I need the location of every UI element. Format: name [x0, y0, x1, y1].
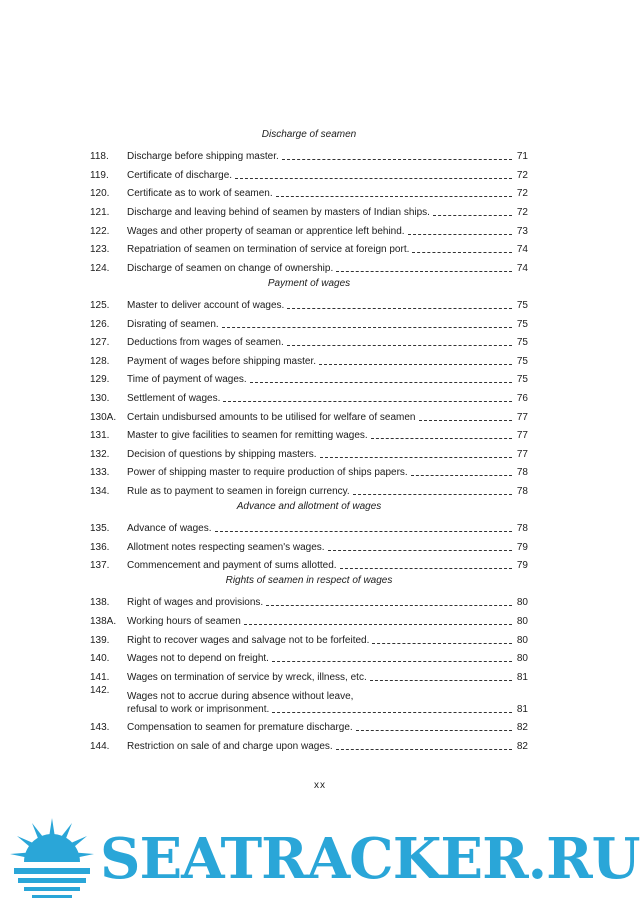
toc-entry[interactable] [90, 609, 528, 628]
section-title: Power of shipping master to require production of ships papers. [127, 467, 408, 479]
section-number: 120. [90, 188, 110, 200]
section-number: 144. [90, 741, 110, 752]
toc-entry[interactable] [90, 293, 528, 312]
page-ref: 71 [516, 151, 528, 163]
section-number: 129. [90, 374, 110, 386]
dot-leader [319, 364, 512, 365]
section-title: Right to recover wages and salvage not to be forfeited. [127, 634, 370, 646]
toc-entry[interactable] [90, 461, 528, 480]
page-ref: 77 [516, 430, 528, 442]
section-number: 133. [90, 467, 110, 479]
section-title: Working hours of seamen [127, 616, 241, 628]
section-title: Discharge and leaving behind of seamen by masters of Indian ships. [127, 206, 430, 218]
page-ref: 77 [516, 411, 528, 423]
section-number: 138A. [90, 616, 117, 628]
section-title: Certain undisbursed amounts to be utilised for welfare of seamen [127, 411, 416, 423]
section-number: 138. [90, 597, 110, 609]
dot-leader [272, 712, 512, 713]
section-number: 126. [90, 318, 110, 330]
section-title: Decision of questions by shipping masters. [127, 448, 317, 460]
dot-leader [336, 749, 512, 750]
section-title: Deductions from wages of seamen. [127, 337, 284, 349]
dot-leader [370, 680, 512, 681]
section-title-continued: refusal to work or imprisonment. [127, 703, 270, 715]
toc-entry[interactable] [90, 386, 528, 405]
section-title: Disrating of seamen. [127, 318, 219, 330]
section-number: 131. [90, 430, 110, 442]
section-title: Wages on termination of service by wreck, illness, etc. [127, 671, 367, 683]
toc-entry[interactable] [90, 219, 528, 238]
dot-leader [276, 196, 512, 197]
toc-entry[interactable] [90, 312, 528, 331]
section-title: Wages not to accrue during absence without leave, [127, 690, 354, 702]
toc-entry[interactable] [90, 424, 528, 443]
section-number: 127. [90, 337, 110, 349]
page-ref: 75 [516, 374, 528, 386]
dot-leader [287, 308, 512, 309]
page-ref: 73 [516, 225, 528, 237]
page-ref: 75 [516, 355, 528, 367]
toc-entry[interactable] [90, 516, 528, 535]
page-ref: 81 [516, 703, 528, 715]
page-ref: 80 [516, 634, 528, 646]
toc-entry[interactable] [90, 182, 528, 201]
dot-leader [411, 475, 512, 476]
dot-leader [433, 215, 512, 216]
section-number: 142. [90, 684, 110, 696]
section-number: 125. [90, 299, 110, 311]
watermark [0, 812, 640, 909]
section-number: 121. [90, 206, 110, 218]
section-title: Repatriation of seamen on termination of service at foreign port. [127, 244, 410, 256]
sun-logo-icon [6, 814, 98, 906]
section-title: Discharge before shipping master. [127, 151, 279, 163]
section-heading: Rights of seamen in respect of wages [225, 575, 393, 587]
toc-entry[interactable] [90, 684, 528, 716]
section-number: 130A. [90, 411, 117, 423]
toc-entry[interactable] [90, 163, 528, 182]
toc-entry[interactable] [90, 368, 528, 387]
page-ref: 80 [516, 653, 528, 665]
dot-leader [372, 643, 512, 644]
dot-leader [419, 420, 513, 421]
section-title: Master to deliver account of wages. [127, 299, 285, 311]
toc-entry[interactable] [90, 665, 528, 684]
page-ref: 75 [516, 299, 528, 311]
page-ref: 82 [516, 722, 528, 734]
page-ref: 78 [516, 523, 528, 535]
section-title: Certificate of discharge. [127, 169, 233, 181]
toc-entry[interactable] [90, 238, 528, 257]
section-number: 140. [90, 653, 110, 665]
section-number: 122. [90, 225, 110, 237]
toc-entry[interactable] [90, 716, 528, 735]
page-ref: 80 [516, 597, 528, 609]
dot-leader [223, 401, 512, 402]
page-number: xx [314, 780, 326, 791]
dot-leader [272, 661, 512, 662]
dot-leader [282, 159, 512, 160]
page-ref: 75 [516, 318, 528, 330]
page-ref: 81 [516, 671, 528, 683]
page-ref: 74 [516, 244, 528, 256]
dot-leader [222, 327, 512, 328]
section-heading: Payment of wages [267, 277, 351, 289]
toc-entry[interactable] [90, 479, 528, 498]
section-title: Wages not to depend on freight. [127, 653, 269, 665]
section-number: 143. [90, 722, 110, 734]
page-ref: 77 [516, 448, 528, 460]
toc-entry[interactable] [90, 256, 528, 275]
page-ref: 72 [516, 169, 528, 181]
section-title: Advance of wages. [127, 523, 212, 535]
page-ref: 74 [516, 262, 528, 274]
section-title: Compensation to seamen for premature discharge. [127, 722, 353, 734]
section-title: Wages and other property of seaman or apprentice left behind. [127, 225, 405, 237]
section-number: 130. [90, 392, 110, 404]
dot-leader [353, 494, 512, 495]
section-title: Rule as to payment to seamen in foreign currency. [127, 485, 350, 497]
section-title: Time of payment of wages. [127, 374, 247, 386]
page-ref: 78 [516, 485, 528, 497]
page-ref: 82 [516, 741, 528, 752]
dot-leader [412, 252, 512, 253]
page-ref: 72 [516, 206, 528, 218]
page-ref: 75 [516, 337, 528, 349]
section-number: 134. [90, 485, 110, 497]
section-title: Master to give facilities to seamen for remitting wages. [127, 430, 368, 442]
section-title: Settlement of wages. [127, 392, 221, 404]
section-title: Discharge of seamen on change of ownership. [127, 262, 334, 274]
section-heading: Discharge of seamen [261, 129, 357, 140]
section-title: Payment of wages before shipping master. [127, 355, 316, 367]
dot-leader [328, 550, 512, 551]
dot-leader [215, 531, 513, 532]
section-number: 124. [90, 262, 110, 274]
dot-leader [235, 178, 512, 179]
toc-entry[interactable] [90, 331, 528, 350]
dot-leader [244, 624, 512, 625]
dot-leader [266, 605, 512, 606]
page-ref: 76 [516, 392, 528, 404]
section-title: Restriction on sale of and charge upon wages. [127, 741, 333, 752]
section-title: Right of wages and provisions. [127, 597, 264, 609]
page-ref: 78 [516, 467, 528, 479]
section-number: 132. [90, 448, 110, 460]
toc-entry[interactable] [90, 442, 528, 461]
dot-leader [250, 382, 512, 383]
table-of-contents [90, 126, 528, 753]
page-ref: 72 [516, 188, 528, 200]
toc-entry[interactable] [90, 200, 528, 219]
toc-entry[interactable] [90, 554, 528, 573]
section-number: 119. [90, 169, 109, 181]
dot-leader [356, 730, 512, 731]
watermark-text: SEATRACKER.RU [100, 826, 640, 892]
section-number: 135. [90, 523, 110, 535]
dot-leader [408, 234, 512, 235]
section-title: Commencement and payment of sums allotted. [127, 560, 337, 572]
section-number: 141. [90, 671, 110, 683]
toc-entry[interactable] [90, 591, 528, 610]
toc-entry[interactable] [90, 405, 528, 424]
toc-entry[interactable] [90, 349, 528, 368]
toc-entry[interactable] [90, 647, 528, 666]
section-heading: Advance and allotment of wages [236, 500, 382, 512]
page-ref: 79 [516, 541, 528, 553]
section-number: 136. [90, 541, 110, 553]
section-number: 137. [90, 560, 110, 572]
toc-entry[interactable] [90, 145, 528, 164]
toc-entry[interactable] [90, 628, 528, 647]
page-ref: 79 [516, 560, 528, 572]
section-number: 123. [90, 244, 110, 256]
dot-leader [340, 568, 512, 569]
dot-leader [287, 345, 512, 346]
toc-entry[interactable] [90, 734, 528, 753]
page-ref: 80 [516, 616, 528, 628]
dot-leader [336, 271, 512, 272]
section-number: 139. [90, 634, 110, 646]
section-number: 118. [90, 151, 109, 163]
section-title: Certificate as to work of seamen. [127, 188, 273, 200]
section-title: Allotment notes respecting seamen's wages. [127, 541, 325, 553]
dot-leader [320, 457, 512, 458]
dot-leader [371, 438, 512, 439]
section-number: 128. [90, 355, 110, 367]
toc-entry[interactable] [90, 535, 528, 554]
